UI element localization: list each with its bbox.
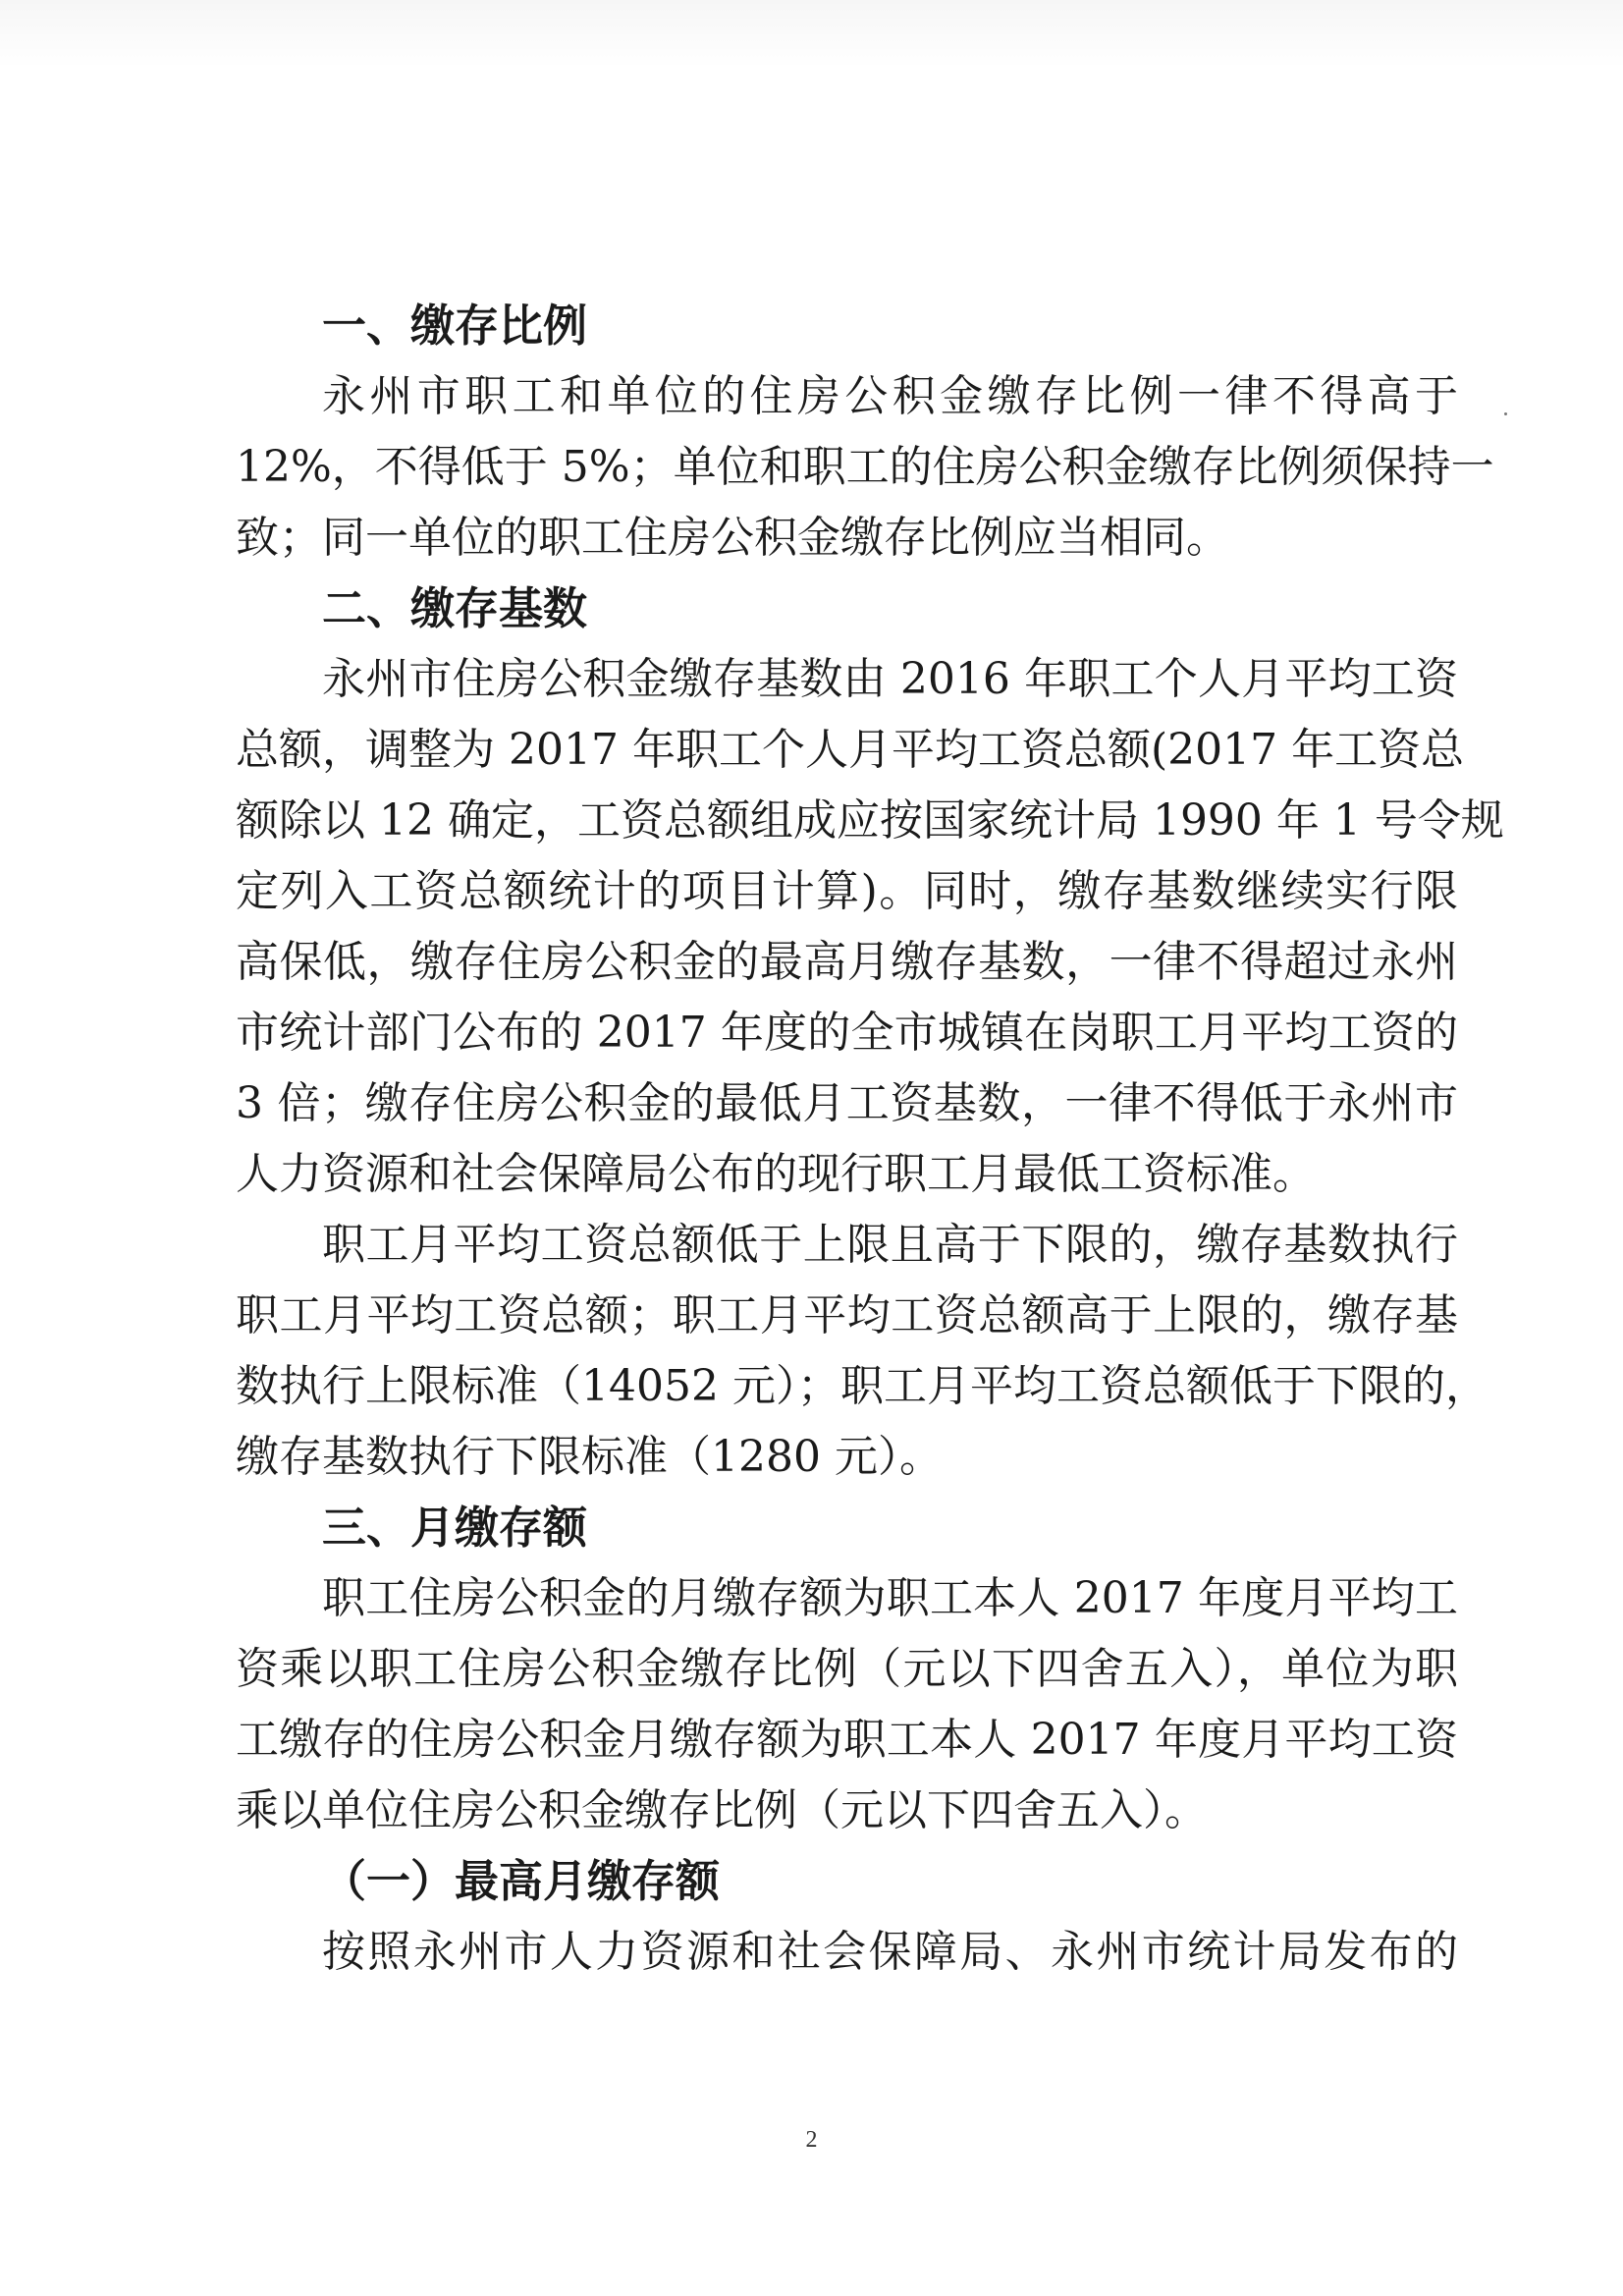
paragraph-line: 缴存基数执行下限标准（1280 元）。 bbox=[236, 1432, 943, 1482]
paragraph-line: 定列入工资总额统计的项目计算)。同时，缴存基数继续实行限 bbox=[236, 866, 1458, 916]
section-heading-3: 三、月缴存额 bbox=[322, 1502, 588, 1554]
paragraph-line: 人力资源和社会保障局公布的现行职工月最低工资标准。 bbox=[236, 1149, 1316, 1199]
scan-shadow bbox=[0, 0, 1623, 69]
document-body bbox=[236, 291, 1504, 1988]
page-number: 2 bbox=[805, 2127, 818, 2153]
paragraph-line: 高保低，缴存住房公积金的最高月缴存基数，一律不得超过永州 bbox=[236, 937, 1458, 987]
paragraph-line: 额除以 12 确定，工资总额组成应按国家统计局 1990 年 1 号令规 bbox=[236, 795, 1504, 846]
paragraph-line: 致；同一单位的职工住房公积金缴存比例应当相同。 bbox=[236, 513, 1229, 563]
paragraph-line: 按照永州市人力资源和社会保障局、永州市统计局发布的 bbox=[322, 1927, 1458, 1977]
paragraph-line: 职工月平均工资总额；职工月平均工资总额高于上限的，缴存基 bbox=[236, 1290, 1458, 1340]
scan-speck bbox=[1504, 412, 1507, 415]
section-heading-2: 二、缴存基数 bbox=[322, 582, 588, 634]
paragraph-line: 永州市职工和单位的住房公积金缴存比例一律不得高于 bbox=[322, 371, 1458, 421]
paragraph-line: 工缴存的住房公积金月缴存额为职工本人 2017 年度月平均工资 bbox=[236, 1715, 1458, 1765]
paragraph-line: 乘以单位住房公积金缴存比例（元以下四舍五入）。 bbox=[236, 1785, 1208, 1835]
paragraph-line: 3 倍；缴存住房公积金的最低月工资基数，一律不得低于永州市 bbox=[236, 1078, 1458, 1128]
section-heading-1: 一、缴存比例 bbox=[322, 300, 588, 352]
paragraph-line: 12%，不得低于 5%；单位和职工的住房公积金缴存比例须保持一 bbox=[236, 442, 1494, 492]
subsection-heading: （一）最高月缴存额 bbox=[322, 1855, 721, 1907]
paragraph-line: 市统计部门公布的 2017 年度的全市城镇在岗职工月平均工资的 bbox=[236, 1008, 1458, 1058]
paragraph-line: 职工月平均工资总额低于上限且高于下限的，缴存基数执行 bbox=[322, 1220, 1458, 1270]
paragraph-line: 数执行上限标准（14052 元）；职工月平均工资总额低于下限的， bbox=[236, 1361, 1488, 1411]
paragraph-line: 总额，调整为 2017 年职工个人月平均工资总额(2017 年工资总 bbox=[236, 725, 1465, 775]
paragraph-line: 资乘以职工住房公积金缴存比例（元以下四舍五入），单位为职 bbox=[236, 1644, 1458, 1694]
paragraph-line: 职工住房公积金的月缴存额为职工本人 2017 年度月平均工 bbox=[322, 1573, 1458, 1623]
paragraph-line: 永州市住房公积金缴存基数由 2016 年职工个人月平均工资 bbox=[322, 654, 1458, 704]
